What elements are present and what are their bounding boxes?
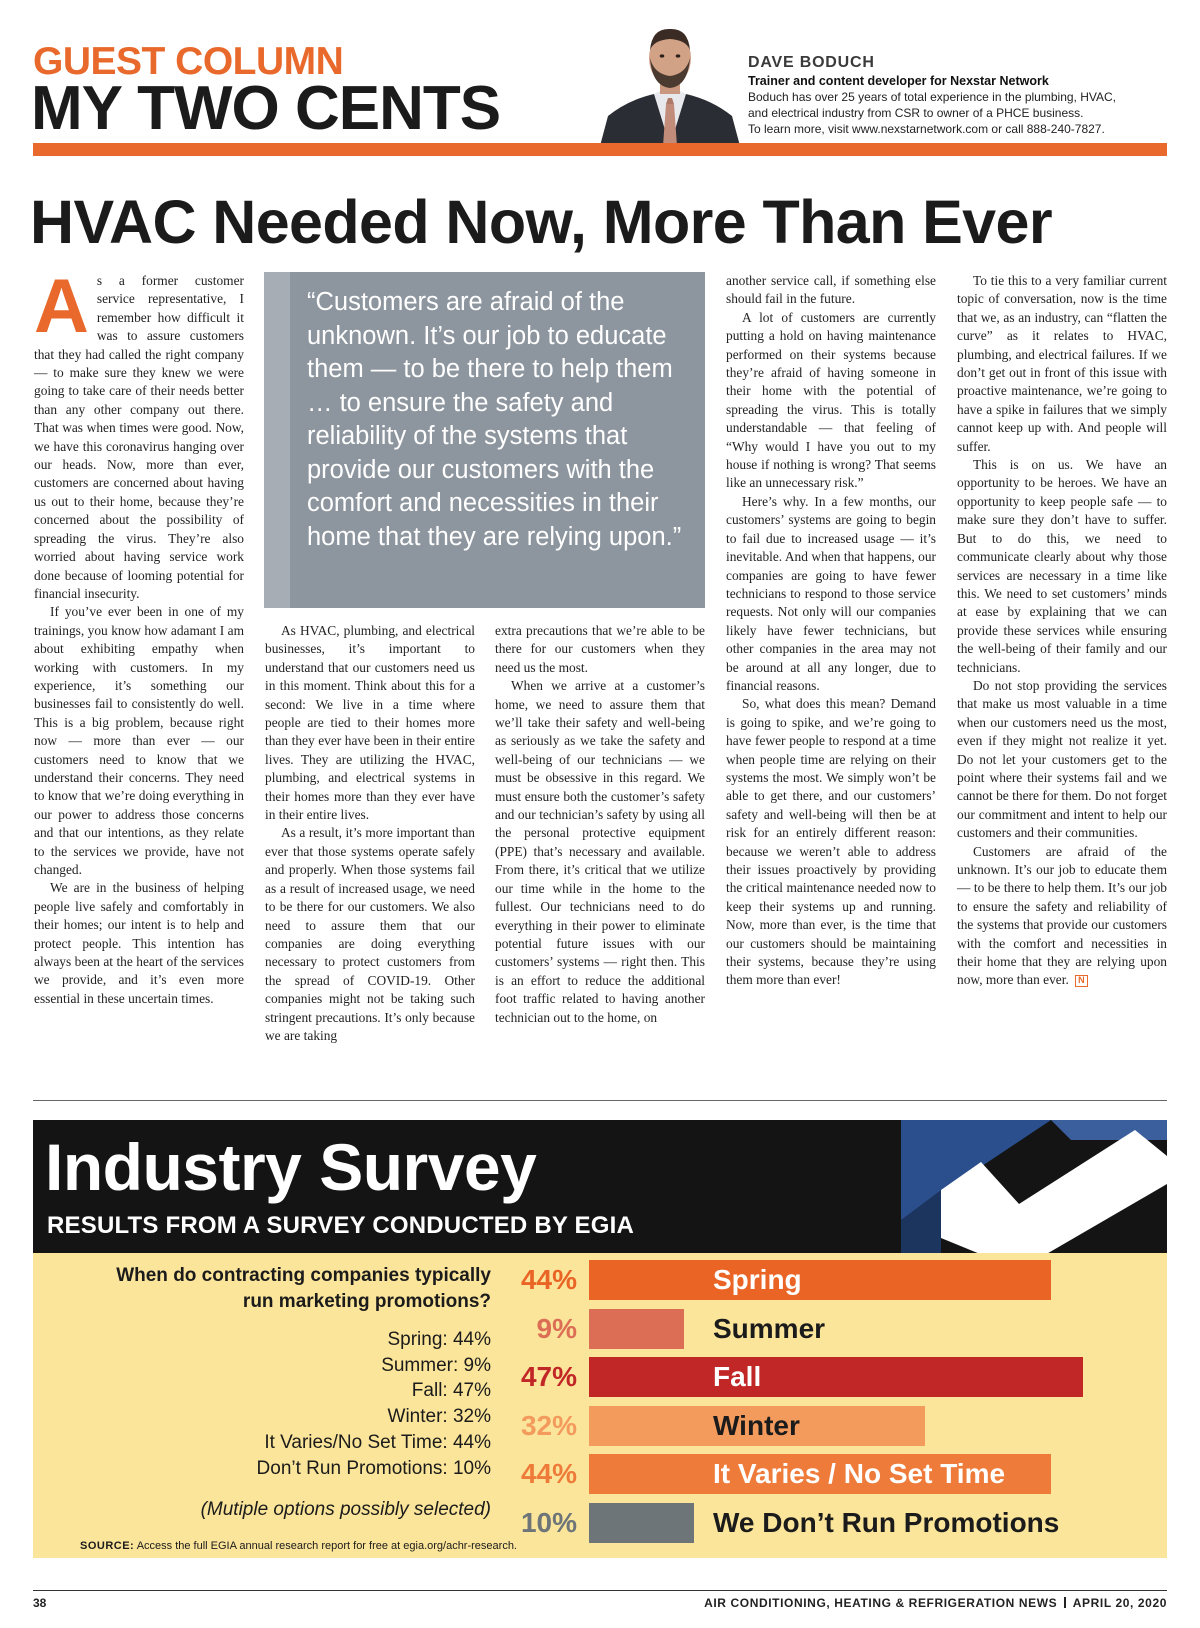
bar-value-label: 44% — [520, 1458, 577, 1490]
article-paragraph — [957, 843, 1167, 990]
bar-category-label: We Don’t Run Promotions — [713, 1507, 1060, 1538]
survey-title: Industry Survey — [45, 1130, 537, 1204]
column-kicker: GUEST COLUMN — [33, 40, 344, 83]
article-paragraph: As a result, it’s more important than ever that those systems operate safely and properly. When those systems fail as a result of increased usage, we need to be there for our customers. We also need to assure them that our companies are doing everything necessary to protect customers from the spread of COVID-19. Other companies might not be taking such stringent precautions. It’s only because we are taking — [265, 825, 475, 1043]
pull-quote-text: “Customers are afraid of the unknown. It’s our job to educate them — to be there to help them … to ensure the safety and reliability of the systems that provide our customers with the comfort and necessities in their home that they are relying upon.” — [307, 288, 682, 551]
article-paragraph: Do not stop providing the services that make us most valuable in a time when our customers need us the most, even if they might not realize it yet. Do not let your customers get to the point where their systems fail and we cannot be there for them. Do not forget our commitment and intent to help our customers and their communities. — [957, 677, 1167, 841]
author-info — [748, 54, 1168, 137]
source-label: SOURCE: — [80, 1540, 135, 1552]
article-paragraph — [34, 264, 244, 603]
survey-answer: It Varies/No Set Time: 44% — [264, 1431, 491, 1453]
survey-note: (Mutiple options possibly selected) — [200, 1499, 491, 1520]
article-paragraph: As HVAC, plumbing, and electrical businesses, it’s important to understand that our customers need us in this moment. Think about this for a second: We live in a time where people are tied to their homes more than they ever have been in their entire lives. They are utilizing the HVAC, plumbing, and electrical systems in their homes more than they ever have in their entire lives. — [265, 623, 475, 823]
bar-value-label: 32% — [520, 1409, 577, 1441]
bar-we-don-t-run-promotions — [589, 1503, 694, 1543]
article-paragraph: To tie this to a very familiar current topic of conversation, now is the time that we, as an industry, can “flatten the curve” as it relates to HVAC, plumbing, and electrical failures. If we don’t get out in front of this issue with proactive maintenance, we’re going to have a spike in failures that we simply cannot keep up with. And people will suffer. — [957, 273, 1167, 454]
bar-category-label: It Varies / No Set Time — [713, 1458, 1006, 1490]
footer-divider — [33, 1590, 1167, 1591]
survey-panel — [33, 1253, 1167, 1558]
section-divider — [33, 1100, 1167, 1101]
article-column-1 — [34, 264, 244, 1008]
survey-answers — [33, 1327, 491, 1481]
author-name: DAVE BODUCH — [748, 54, 875, 71]
article-paragraph: When we arrive at a customer’s home, we need to assure them that we’ll take their safety and well-being as seriously as we take the safety and well-being of our technicians — we must be obsessive in this regard. We must ensure both the customer’s safety and our technician’s safety by using all the personal protective equipment (PPE) that’s necessary and available. From there, it’s critical that we utilize our time while in the home to the fullest. Our technicians need to do everything in their power to eliminate potential future issues with our customers’ systems — right then. This is an effort to reduce the additional foot traffic related to having another technician out to the home, on — [495, 678, 705, 1025]
article-paragraph: Here’s why. In a few months, our customers’ systems are going to begin to fail due to increased usage — it’s inevitable. And when that happens, our companies are going to have fewer technicians to respond to those service requests. Not only will our companies likely have fewer technicians, but other companies in the area may not be around at all any longer, due to financial reasons. — [726, 493, 936, 693]
survey-answer: Winter: 32% — [387, 1406, 491, 1428]
end-mark-icon: N — [1075, 975, 1088, 987]
article-headline: HVAC Needed Now, More Than Ever — [30, 188, 1052, 256]
article-paragraph: extra precautions that we’re able to be there for our customers when they need us the most. — [495, 623, 705, 675]
bar-value-label: 10% — [520, 1507, 577, 1538]
article-column-3 — [495, 622, 705, 1027]
survey-answer: Summer: 9% — [381, 1354, 491, 1376]
bar-category-label: Fall — [713, 1361, 762, 1393]
author-role: Trainer and content developer for Nexstar Network — [748, 74, 1049, 88]
article-column-5 — [957, 272, 1167, 990]
publication-info — [704, 1596, 1167, 1610]
survey-question-line: run marketing promotions? — [242, 1291, 491, 1312]
bar-spring — [589, 1260, 1051, 1300]
article-column-4 — [726, 272, 936, 990]
article-column-2 — [265, 622, 475, 1045]
author-photo — [598, 20, 742, 146]
header-divider — [33, 143, 1167, 156]
bar-fall — [589, 1357, 1083, 1397]
author-bio-line: Boduch has over 25 years of total experience in the plumbing, HVAC, — [748, 90, 1116, 104]
bar-category-label: Winter — [713, 1409, 800, 1441]
pull-quote-accent — [264, 272, 290, 608]
footer-separator — [1064, 1597, 1066, 1608]
bar-value-label: 44% — [520, 1264, 577, 1295]
article-paragraph: So, what does this mean? Demand is going to spike, and we’re going to have fewer people to respond at a time when people time are relying on their systems the most. We simply won’t be able to get there, and our customers’ safety and well-being will then be at risk for an entirely different reason: because we weren’t able to address their issues proactively by providing the critical maintenance needed now to keep their systems up and running. Now, more than ever, is the time that our customers should be maintaining their systems, because they’re using them more than ever! — [726, 696, 936, 988]
bar-value-label: 47% — [520, 1361, 577, 1393]
article-paragraph: This is on us. We have an opportunity to be heroes. We have an opportunity to keep people safe — to make sure they don’t have to suffer. But to do this, we need to communicate clearly about why those services are necessary in a time like this. We need to set customers’ minds at ease by explaining that we can provide these services while ensuring the well-being of their family and our technicians. — [957, 457, 1167, 675]
survey-question-line: When do contracting companies typically — [116, 1265, 491, 1286]
survey-answer: Fall: 47% — [411, 1380, 491, 1402]
source-text: Access the full EGIA annual research report for free at egia.org/achr-research. — [136, 1540, 517, 1552]
author-bio-line: To learn more, visit www.nexstarnetwork.com or call 888-240-7827. — [748, 122, 1105, 136]
survey-source — [80, 1540, 517, 1552]
survey-question — [33, 1263, 491, 1315]
bar-value-label: 9% — [536, 1312, 577, 1344]
bar-category-label: Spring — [713, 1264, 802, 1295]
paragraph-text: Customers are afraid of the unknown. It’s our job to educate them — to be there to help them. It’s our job to ensure the safety and reliability of the systems that provide our customers with the comfort and necessities in their home that they are relying upon now, more than ever. — [957, 843, 1167, 988]
publication-date: APRIL 20, 2020 — [1072, 1596, 1167, 1610]
paragraph-text: s a former customer service representative, I remember how difficult it was to assure customers that they had called the right company — to make sure they knew we were going to take care of their needs better than any other company out there. That was when times were good. Now, we have this coronavirus hanging over our heads. Now, more than ever, customers are concerned about having us out to their home, because they’re concerned about the possibility of spreading the virus. They’re also worried about having service work done because of looming potential for financial insecurity. — [34, 273, 244, 601]
publication-name: AIR CONDITIONING, HEATING & REFRIGERATION NEWS — [704, 1596, 1058, 1610]
drop-cap: A — [34, 264, 89, 349]
pull-quote — [264, 272, 705, 608]
survey-answer: Spring: 44% — [387, 1329, 491, 1350]
column-name: MY TWO CENTS — [31, 74, 501, 143]
author-bio — [748, 89, 1168, 137]
page-number: 38 — [33, 1596, 47, 1610]
article-paragraph: We are in the business of helping people live safely and comfortably in their homes; our intent is to help and protect people. This intention has always been at the heart of the services we provide, and it’s even more essential in these uncertain times. — [34, 880, 244, 1006]
article-paragraph: A lot of customers are currently putting a hold on having maintenance performed on their systems because they’re afraid of having someone in their home with the potential of spreading the virus. This is totally understandable — that feeling of “Why would I have you out to my house if nothing is wrong? That seems like an unnecessary risk.” — [726, 309, 936, 491]
survey-answer: Don’t Run Promotions: 10% — [256, 1457, 491, 1479]
article-paragraph: another service call, if something else should fail in the future. — [726, 273, 936, 307]
bar-summer — [589, 1309, 684, 1349]
checkmark-icon — [901, 1120, 1167, 1253]
article-paragraph: If you’ve ever been in one of my trainings, you know how adamant I am about exhibiting empathy when working with customers. In my experience, it’s something our businesses fail to consistently do well. This is a big problem, because right now — more than ever — our customers need to know that we understand their concerns. They need to know that we’re doing everything in our power to address those concerns and that our intentions, as they relate to the services we provide, have not changed. — [34, 604, 244, 877]
bar-category-label: Summer — [713, 1312, 826, 1344]
survey-subtitle: RESULTS FROM A SURVEY CONDUCTED BY EGIA — [47, 1212, 634, 1239]
author-bio-line: and electrical industry from CSR to owner of a PHCE business. — [748, 106, 1084, 120]
survey-header — [33, 1120, 1167, 1253]
